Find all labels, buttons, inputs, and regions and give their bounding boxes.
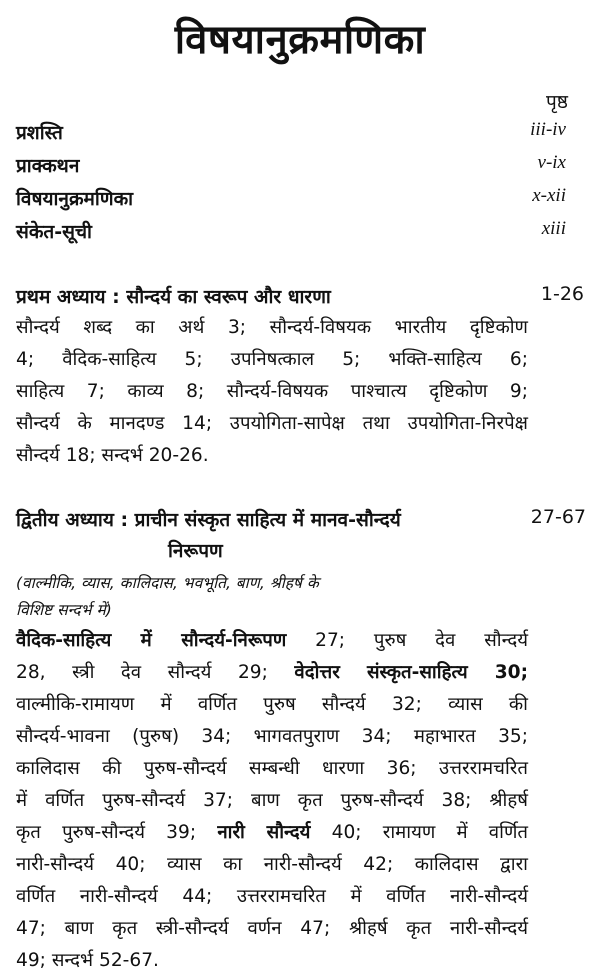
chapter2-subtitle: (वाल्मीकि, व्यास, कालिदास, भवभूति, बाण, श्रीहर्ष के [16, 574, 319, 592]
chapter2-heading-continued: निरूपण [168, 540, 223, 562]
section-heading: वैदिक-साहित्य में सौन्दर्य-निरूपण [16, 630, 287, 651]
toc-entry-label: विषयानुक्रमणिका [16, 188, 134, 210]
line-text: 40; रामायण में वर्णित [310, 822, 529, 843]
chapter2-heading: द्वितीय अध्याय : प्राचीन संस्कृत साहित्य में मानव-सौन्दर्य [16, 509, 401, 531]
toc-entry-pages: iii-iv [530, 119, 566, 140]
chapter1-line: सौन्दर्य 18; सन्दर्भ 20-26. [16, 445, 209, 466]
chapter1-heading: प्रथम अध्याय : सौन्दर्य का स्वरूप और धारणा [16, 286, 331, 308]
section-heading: नारी सौन्दर्य [217, 822, 311, 843]
chapter2-line: 49; सन्दर्भ 52-67. [16, 950, 159, 971]
toc-entry-pages: xiii [541, 218, 566, 239]
line-text: 28, स्त्री देव सौन्दर्य 29; [16, 662, 295, 683]
line-text: कृत पुरुष-सौन्दर्य 39; [16, 822, 218, 843]
toc-entry-pages: x-xii [532, 185, 566, 206]
chapter2-line: सौन्दर्य-भावना (पुरुष) 34; भागवतपुराण 34; महाभारत 35; [16, 726, 528, 747]
chapter1-pages: 1-26 [540, 283, 584, 305]
chapter2-line: में वर्णित पुरुष-सौन्दर्य 37; बाण कृत पुरुष-सौन्दर्य 38; श्रीहर्ष [16, 790, 528, 811]
chapter1-line: सौन्दर्य के मानदण्ड 14; उपयोगिता-सापेक्ष तथा उपयोगिता-निरपेक्ष [16, 413, 528, 434]
chapter1-line: साहित्य 7; काव्य 8; सौन्दर्य-विषयक पाश्चात्य दृष्टिकोण 9; [16, 381, 528, 402]
chapter2-line: वर्णित नारी-सौन्दर्य 44; उत्तररामचरित में वर्णित नारी-सौन्दर्य [16, 886, 528, 907]
chapter2-line [16, 659, 528, 684]
chapter2-pages: 27-67 [530, 506, 586, 528]
toc-entry-label: संकेत-सूची [16, 221, 92, 243]
chapter2-line [16, 819, 528, 844]
chapter2-line: नारी-सौन्दर्य 40; व्यास का नारी-सौन्दर्य 42; कालिदास द्वारा [16, 854, 528, 875]
chapter2-line: वाल्मीकि-रामायण में वर्णित पुरुष सौन्दर्य 32; व्यास की [16, 694, 528, 715]
toc-entry-label: प्रशस्ति [16, 122, 63, 144]
chapter2-line [16, 627, 528, 652]
chapter2-line: कालिदास की पुरुष-सौन्दर्य सम्बन्धी धारणा 36; उत्तररामचरित [16, 758, 528, 779]
line-text: 27; पुरुष देव सौन्दर्य [286, 630, 528, 651]
toc-entry-pages: v-ix [537, 152, 566, 173]
chapter2-subtitle: विशिष्ट सन्दर्भ में) [16, 601, 112, 619]
chapter2-line: 47; बाण कृत स्त्री-सौन्दर्य वर्णन 47; श्रीहर्ष कृत नारी-सौन्दर्य [16, 918, 528, 939]
toc-entry-label: प्राक्कथन [16, 155, 80, 177]
section-heading: वेदोत्तर संस्कृत-साहित्य 30; [294, 662, 529, 683]
chapter1-line: 4; वैदिक-साहित्य 5; उपनिषत्काल 5; भक्ति-साहित्य 6; [16, 349, 528, 370]
chapter1-line: सौन्दर्य शब्द का अर्थ 3; सौन्दर्य-विषयक भारतीय दृष्टिकोण [16, 317, 528, 338]
page-title: विषयानुक्रमणिका [174, 17, 426, 63]
page-column-label: पृष्ठ [546, 91, 568, 113]
